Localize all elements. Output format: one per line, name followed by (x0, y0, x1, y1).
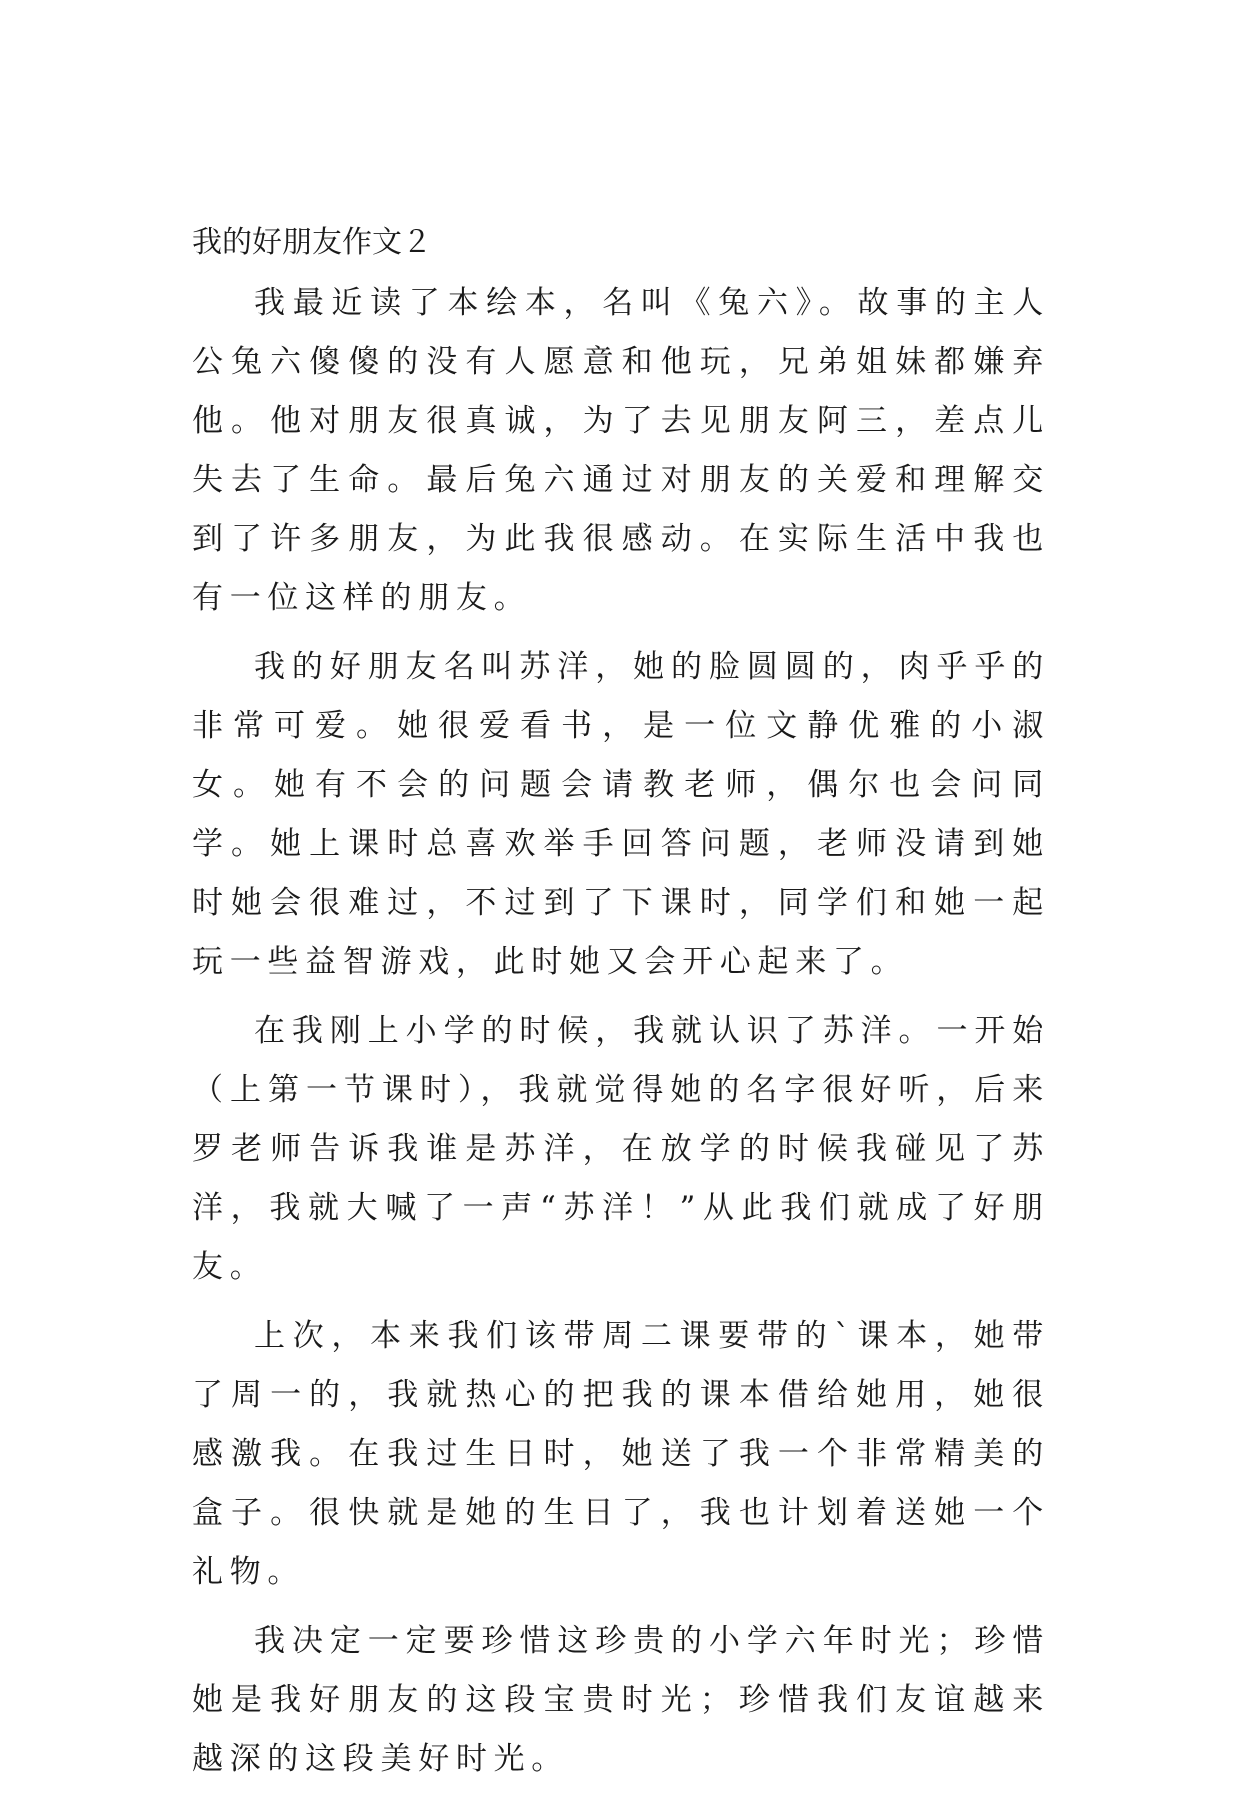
paragraph-conclusion: 我决定一定要珍惜这珍贵的小学六年时光；珍惜她是我好朋友的这段宝贵时光；珍惜我们友谊越来越深的这段美好时光。 (192, 1623, 1050, 1777)
paragraph-intro: 我最近读了本绘本，名叫《兔六》。故事的主人公兔六傻傻的没有人愿意和他玩，兄弟姐妹都嫌弃他。他对朋友很真诚，为了去见朋友阿三，差点儿失去了生命。最后兔六通过对朋友的关爱和理解交到了许多朋友，为此我很感动。在实际生活中我也有一位这样的朋友。 (192, 285, 1050, 616)
paragraph-lending-book: 上次，本来我们该带周二课要带的`课本，她带了周一的，我就热心的把我的课本借给她用，她很感激我。在我过生日时，她送了我一个非常精美的盒子。很快就是她的生日了，我也计划着送她一个礼物。 (192, 1318, 1050, 1590)
document-title: 我的好朋友作文２ (192, 225, 432, 260)
paragraph-first-meeting: 在我刚上小学的时候，我就认识了苏洋。一开始（上第一节课时），我就觉得她的名字很好听，后来罗老师告诉我谁是苏洋，在放学的时候我碰见了苏洋，我就大喊了一声“苏洋！”从此我们就成了好朋友。 (192, 1013, 1050, 1285)
paragraph-friend-description: 我的好朋友名叫苏洋，她的脸圆圆的，肉乎乎的非常可爱。她很爱看书，是一位文静优雅的小淑女。她有不会的问题会请教老师，偶尔也会问同学。她上课时总喜欢举手回答问题，老师没请到她时她会很难过，不过到了下课时，同学们和她一起玩一些益智游戏，此时她又会开心起来了。 (192, 649, 1050, 980)
document-body (192, 212, 1050, 1799)
